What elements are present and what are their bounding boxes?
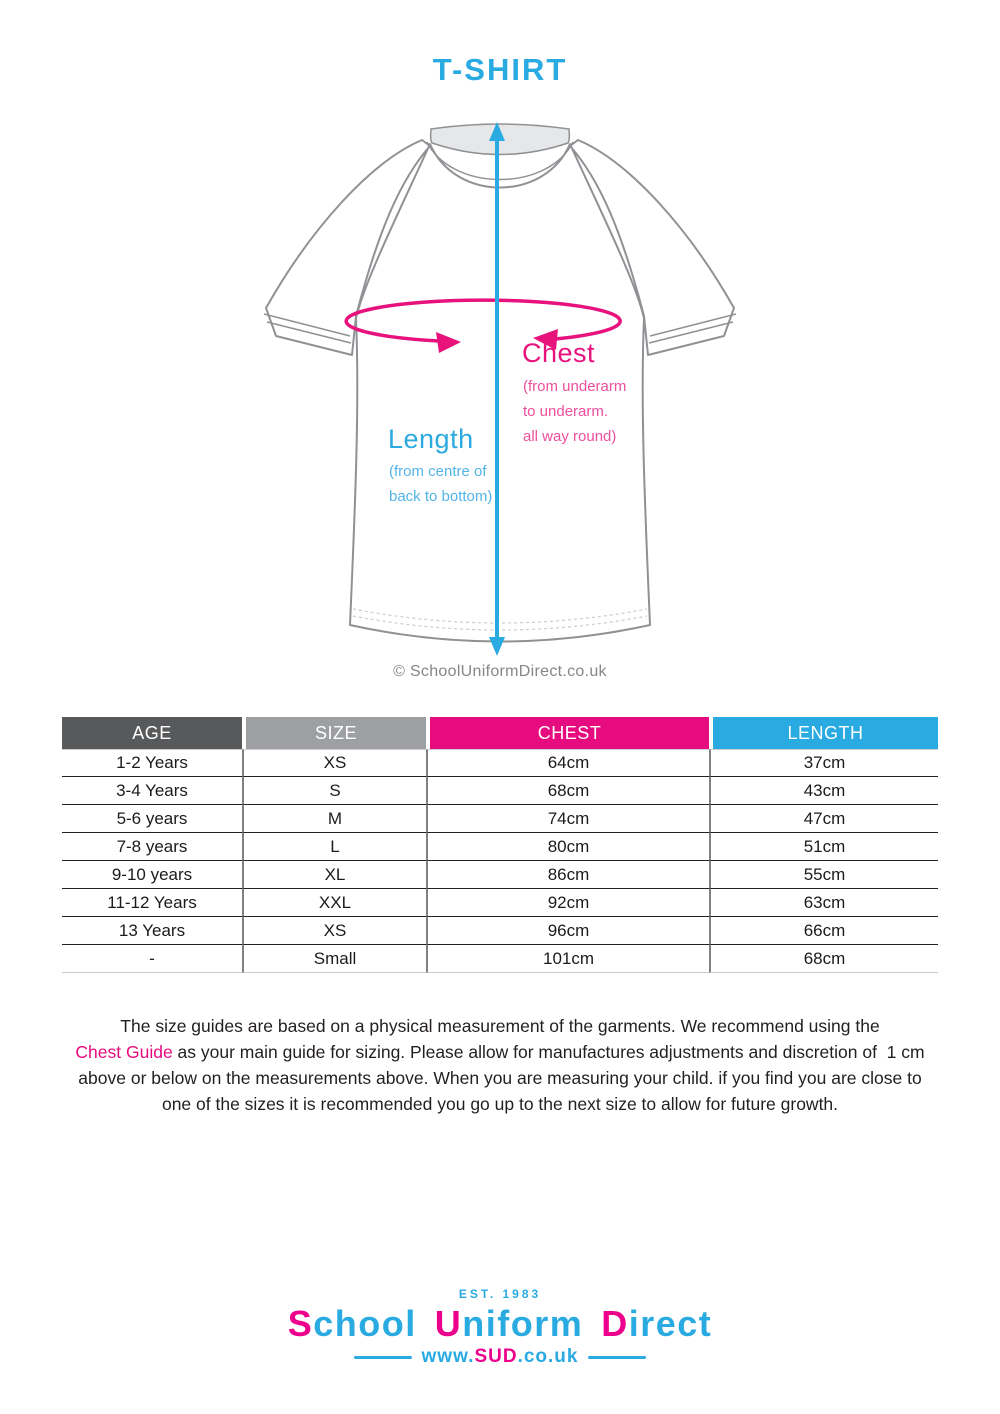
copyright-text: © SchoolUniformDirect.co.uk xyxy=(393,663,607,680)
table-cell: L xyxy=(242,833,426,861)
chest-label-text: Chest xyxy=(522,338,596,368)
size-table-body xyxy=(62,749,938,973)
table-row xyxy=(62,889,938,917)
length-arrowhead-down-icon xyxy=(489,637,505,656)
table-cell: 3-4 Years xyxy=(62,777,242,805)
column-header-size: SIZE xyxy=(242,717,426,749)
table-cell: 9-10 years xyxy=(62,861,242,889)
size-guide-note xyxy=(0,1013,1000,1117)
table-cell: 86cm xyxy=(426,861,709,889)
table-cell: XL xyxy=(242,861,426,889)
tshirt-diagram xyxy=(250,110,750,670)
table-cell: 13 Years xyxy=(62,917,242,945)
table-cell: 5-6 years xyxy=(62,805,242,833)
brand-logo xyxy=(0,1287,1000,1368)
table-cell: 55cm xyxy=(709,861,938,889)
table-cell: S xyxy=(242,777,426,805)
chest-sublabel: (from underarm to underarm. all way round) xyxy=(523,378,627,445)
table-cell: M xyxy=(242,805,426,833)
table-header-row xyxy=(62,717,938,749)
note-line: Chest Guide as your main guide for sizing. Please allow for manufactures adjustments and discretion of 1 cm xyxy=(75,1042,925,1062)
table-cell: 66cm xyxy=(709,917,938,945)
url-dash-right xyxy=(588,1356,646,1359)
brand-name: School Uniform Direct xyxy=(287,1303,713,1344)
table-cell: 68cm xyxy=(426,777,709,805)
column-header-age: AGE xyxy=(62,717,242,749)
table-row xyxy=(62,861,938,889)
length-label-text: Length xyxy=(388,424,474,454)
note-line: one of the sizes it is recommended you go up to the next size to allow for future growth. xyxy=(161,1094,839,1114)
column-header-chest: CHEST xyxy=(426,717,709,749)
table-cell: 7-8 years xyxy=(62,833,242,861)
brand-url: www.SUD.co.uk xyxy=(0,1346,1000,1368)
table-cell: 74cm xyxy=(426,805,709,833)
note-line: The size guides are based on a physical measurement of the garments. We recommend using the xyxy=(120,1016,880,1036)
table-cell: 96cm xyxy=(426,917,709,945)
table-row xyxy=(62,749,938,777)
table-cell: 80cm xyxy=(426,833,709,861)
table-row xyxy=(62,945,938,973)
length-sublabel: (from centre of back to bottom) xyxy=(389,463,493,505)
table-cell: 43cm xyxy=(709,777,938,805)
table-cell: 11-12 Years xyxy=(62,889,242,917)
table-cell: 64cm xyxy=(426,749,709,777)
table-cell: 63cm xyxy=(709,889,938,917)
table-cell: XXL xyxy=(242,889,426,917)
tshirt-illustration xyxy=(250,110,750,670)
table-cell: XS xyxy=(242,917,426,945)
table-cell: 68cm xyxy=(709,945,938,973)
table-cell: Small xyxy=(242,945,426,973)
table-row xyxy=(62,805,938,833)
table-row xyxy=(62,833,938,861)
size-table xyxy=(62,717,938,973)
table-cell: 1-2 Years xyxy=(62,749,242,777)
table-cell: - xyxy=(62,945,242,973)
chest-label xyxy=(522,340,595,367)
table-row xyxy=(62,917,938,945)
table-row xyxy=(62,777,938,805)
chest-guide-highlight: Chest Guide xyxy=(75,1042,173,1062)
size-table-container xyxy=(62,717,938,973)
column-header-length: LENGTH xyxy=(709,717,938,749)
table-cell: 92cm xyxy=(426,889,709,917)
table-cell: 101cm xyxy=(426,945,709,973)
page-title: T-SHIRT xyxy=(432,52,568,87)
table-cell: 47cm xyxy=(709,805,938,833)
url-dash-left xyxy=(354,1356,412,1359)
length-label xyxy=(388,426,474,453)
established-year: EST. 1983 xyxy=(458,1287,542,1301)
table-cell: 51cm xyxy=(709,833,938,861)
note-line: above or below on the measurements above. When you are measuring your child. if you find you are close to xyxy=(78,1068,922,1088)
table-cell: XS xyxy=(242,749,426,777)
table-cell: 37cm xyxy=(709,749,938,777)
